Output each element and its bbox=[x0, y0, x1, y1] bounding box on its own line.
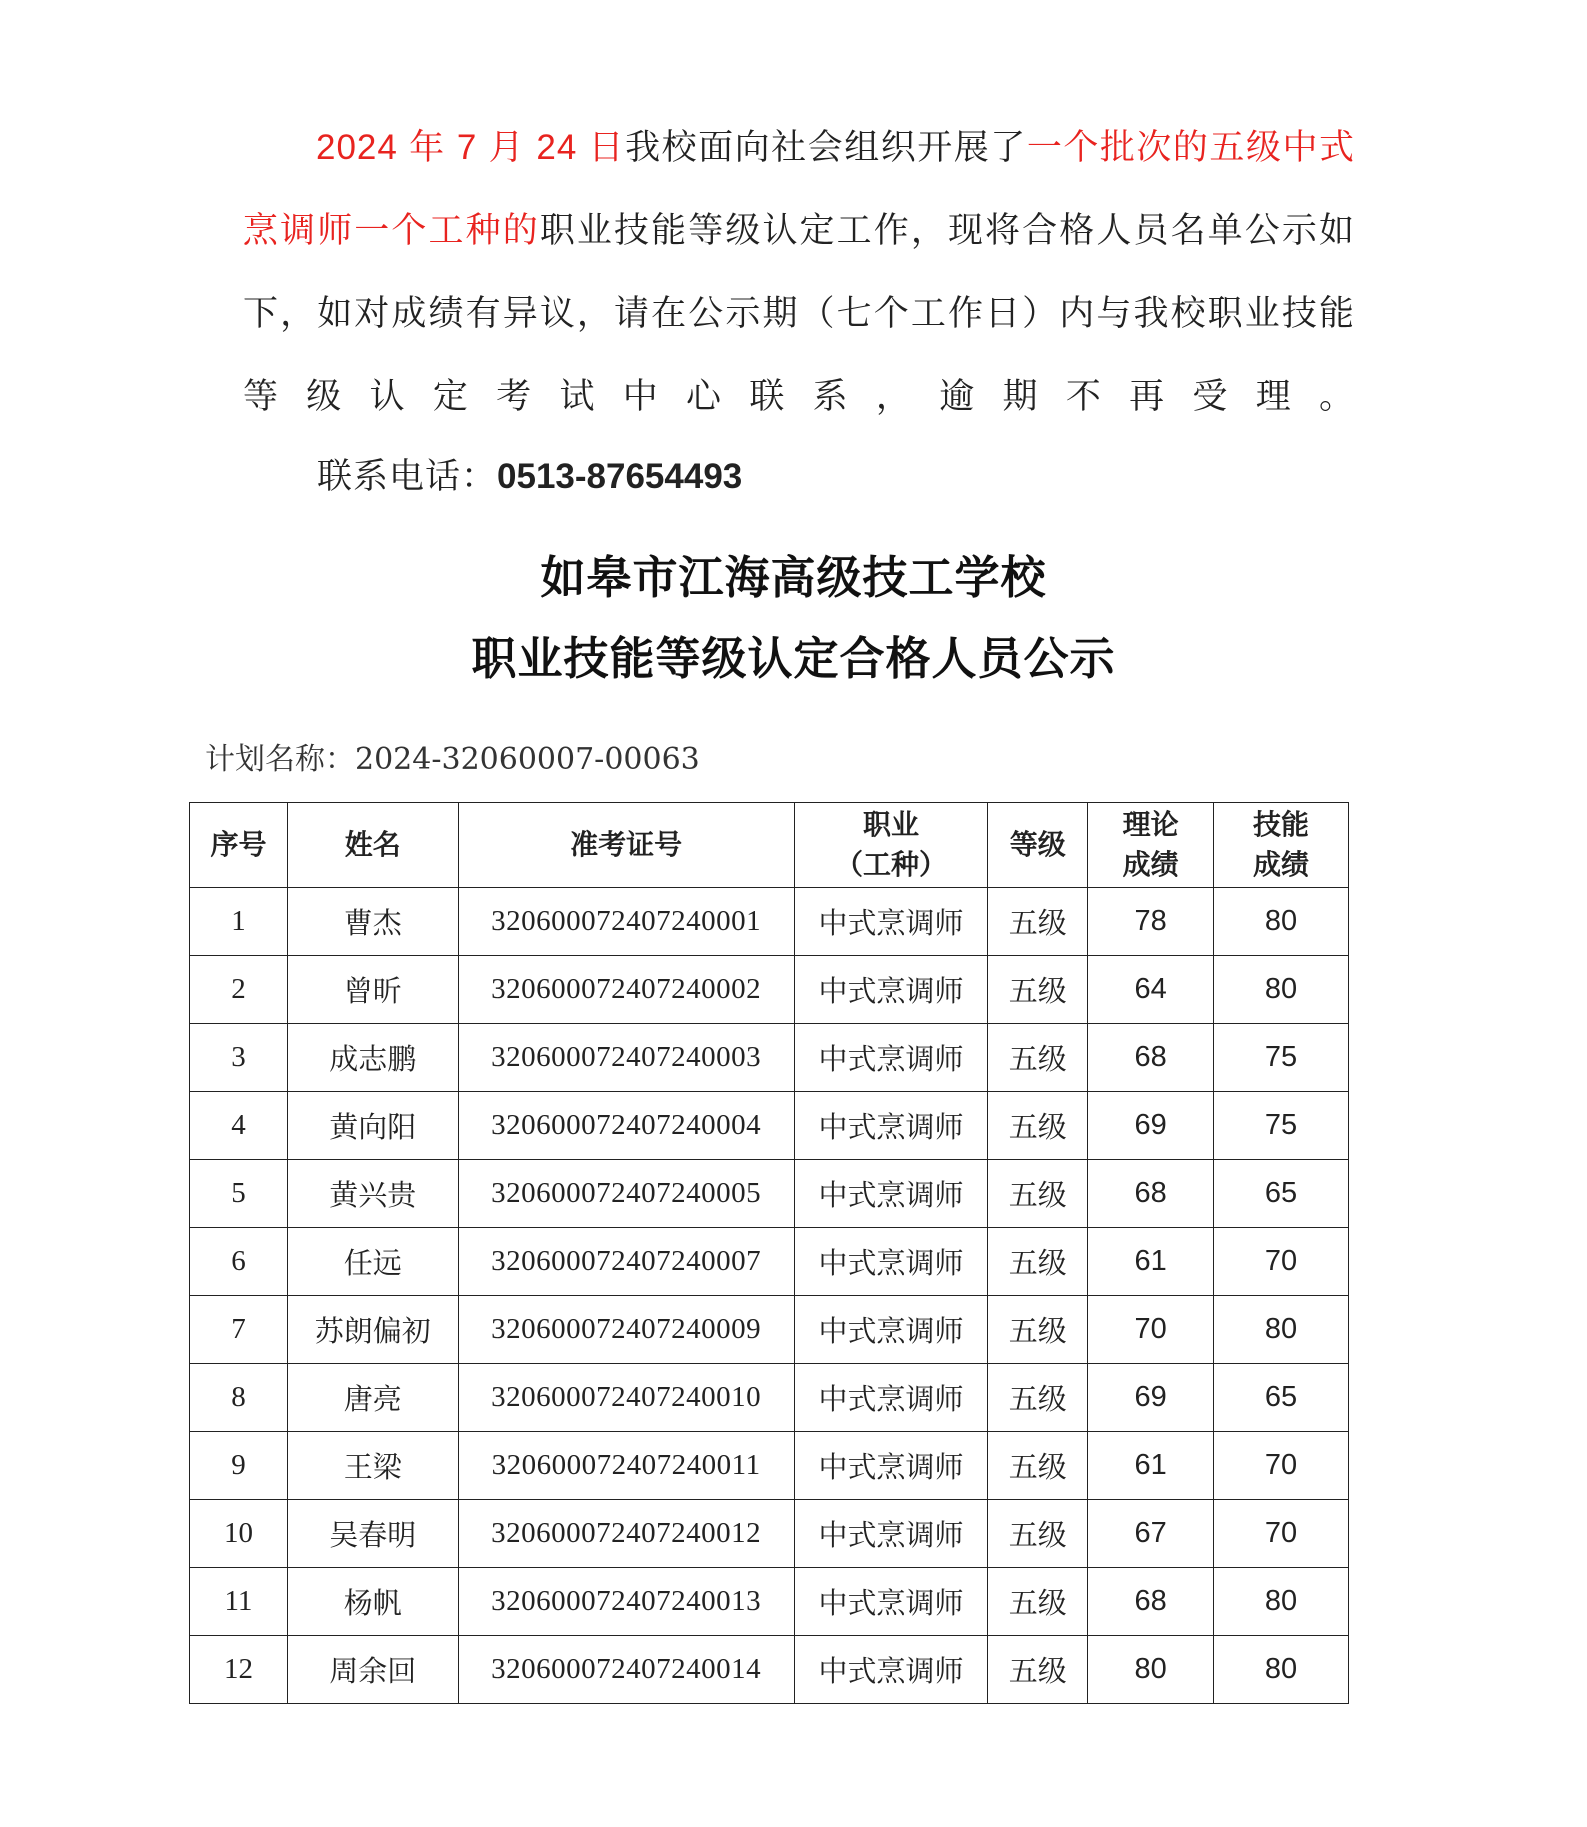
contact-phone: 0513-87654493 bbox=[497, 457, 743, 496]
cell-job: 中式烹调师 bbox=[794, 888, 988, 956]
cell-cert: 320600072407240005 bbox=[458, 1160, 794, 1228]
cell-cert: 320600072407240003 bbox=[458, 1024, 794, 1092]
cell-theory: 68 bbox=[1088, 1024, 1214, 1092]
cell-theory: 67 bbox=[1088, 1500, 1214, 1568]
table-row bbox=[190, 1364, 1349, 1432]
cell-skill: 75 bbox=[1214, 1092, 1349, 1160]
cell-level: 五级 bbox=[988, 1636, 1088, 1704]
cell-theory: 80 bbox=[1088, 1636, 1214, 1704]
cell-skill: 70 bbox=[1214, 1228, 1349, 1296]
cell-name: 黄向阳 bbox=[287, 1092, 458, 1160]
cell-level: 五级 bbox=[988, 1024, 1088, 1092]
cell-skill: 70 bbox=[1214, 1432, 1349, 1500]
cell-skill: 80 bbox=[1214, 1296, 1349, 1364]
cell-name: 曾昕 bbox=[287, 956, 458, 1024]
cell-theory: 69 bbox=[1088, 1092, 1214, 1160]
table-row bbox=[190, 1092, 1349, 1160]
cell-skill: 65 bbox=[1214, 1364, 1349, 1432]
cell-index: 2 bbox=[190, 956, 288, 1024]
cell-name: 曹杰 bbox=[287, 888, 458, 956]
plan-label: 计划名称： bbox=[205, 742, 355, 777]
cell-theory: 69 bbox=[1088, 1364, 1214, 1432]
notice-batch: 一个批次的五级中式烹调师一个工种的 bbox=[243, 128, 1355, 251]
cell-skill: 65 bbox=[1214, 1160, 1349, 1228]
header-skill-line1: 技能 bbox=[1253, 808, 1310, 841]
header-cert: 准考证号 bbox=[458, 803, 794, 888]
cell-theory: 64 bbox=[1088, 956, 1214, 1024]
plan-line bbox=[205, 738, 700, 782]
cell-level: 五级 bbox=[988, 1364, 1088, 1432]
contact-label: 联系电话： bbox=[317, 457, 498, 497]
cell-job: 中式烹调师 bbox=[794, 1364, 988, 1432]
cell-index: 10 bbox=[190, 1500, 288, 1568]
header-theory bbox=[1088, 803, 1214, 888]
cell-theory: 61 bbox=[1088, 1432, 1214, 1500]
table-row bbox=[190, 1500, 1349, 1568]
table-body bbox=[190, 888, 1349, 1704]
contact-line bbox=[317, 452, 742, 502]
cell-level: 五级 bbox=[988, 1160, 1088, 1228]
cell-level: 五级 bbox=[988, 888, 1088, 956]
header-level: 等级 bbox=[988, 803, 1088, 888]
table-row bbox=[190, 1228, 1349, 1296]
cell-index: 4 bbox=[190, 1092, 288, 1160]
table-row bbox=[190, 1636, 1349, 1704]
cell-cert: 320600072407240009 bbox=[458, 1296, 794, 1364]
cell-index: 7 bbox=[190, 1296, 288, 1364]
cell-job: 中式烹调师 bbox=[794, 1024, 988, 1092]
table-row bbox=[190, 956, 1349, 1024]
cell-cert: 320600072407240004 bbox=[458, 1092, 794, 1160]
cell-level: 五级 bbox=[988, 1568, 1088, 1636]
table-row bbox=[190, 1568, 1349, 1636]
cell-level: 五级 bbox=[988, 1296, 1088, 1364]
cell-cert: 320600072407240001 bbox=[458, 888, 794, 956]
table-header-row bbox=[190, 803, 1349, 888]
plan-value: 2024-32060007-00063 bbox=[355, 742, 700, 777]
notice-date: 2024 年 7 月 24 日 bbox=[316, 128, 626, 167]
cell-skill: 80 bbox=[1214, 1568, 1349, 1636]
cell-name: 王梁 bbox=[287, 1432, 458, 1500]
cell-job: 中式烹调师 bbox=[794, 1636, 988, 1704]
cell-cert: 320600072407240002 bbox=[458, 956, 794, 1024]
cell-skill: 80 bbox=[1214, 1636, 1349, 1704]
school-title: 如皋市江海高级技工学校 bbox=[540, 551, 1047, 604]
cell-cert: 320600072407240012 bbox=[458, 1500, 794, 1568]
cell-theory: 61 bbox=[1088, 1228, 1214, 1296]
cell-job: 中式烹调师 bbox=[794, 1500, 988, 1568]
notice-text-1: 我校面向社会组织开展了 bbox=[625, 128, 1027, 168]
table-row bbox=[190, 888, 1349, 956]
table-row bbox=[190, 1432, 1349, 1500]
cell-index: 3 bbox=[190, 1024, 288, 1092]
cell-level: 五级 bbox=[988, 956, 1088, 1024]
notice-paragraph bbox=[243, 106, 1355, 439]
cell-index: 11 bbox=[190, 1568, 288, 1636]
header-job-line1: 职业 bbox=[862, 808, 919, 841]
cell-job: 中式烹调师 bbox=[794, 956, 988, 1024]
cell-skill: 80 bbox=[1214, 956, 1349, 1024]
cell-cert: 320600072407240014 bbox=[458, 1636, 794, 1704]
notice-text-2: 职业技能等级认定工作，现将合格人员名单公示如下，如对成绩有异议，请在公示期（七个工作日）内与我校职业技能等级认定考试中心联系，逾期不再受理。 bbox=[243, 211, 1355, 417]
cell-name: 杨帆 bbox=[287, 1568, 458, 1636]
table-row bbox=[190, 1024, 1349, 1092]
cell-index: 8 bbox=[190, 1364, 288, 1432]
header-theory-line2: 成绩 bbox=[1122, 848, 1179, 881]
roster-table bbox=[189, 802, 1349, 1704]
header-index: 序号 bbox=[190, 803, 288, 888]
cell-level: 五级 bbox=[988, 1092, 1088, 1160]
cell-name: 黄兴贵 bbox=[287, 1160, 458, 1228]
cell-name: 周余回 bbox=[287, 1636, 458, 1704]
table-row bbox=[190, 1296, 1349, 1364]
cell-cert: 320600072407240013 bbox=[458, 1568, 794, 1636]
cell-skill: 70 bbox=[1214, 1500, 1349, 1568]
cell-cert: 320600072407240011 bbox=[458, 1432, 794, 1500]
table-row bbox=[190, 1160, 1349, 1228]
cell-index: 1 bbox=[190, 888, 288, 956]
cell-job: 中式烹调师 bbox=[794, 1160, 988, 1228]
cell-name: 任远 bbox=[287, 1228, 458, 1296]
cell-index: 9 bbox=[190, 1432, 288, 1500]
cell-job: 中式烹调师 bbox=[794, 1092, 988, 1160]
header-theory-line1: 理论 bbox=[1122, 808, 1179, 841]
cell-skill: 80 bbox=[1214, 888, 1349, 956]
cell-theory: 68 bbox=[1088, 1568, 1214, 1636]
header-skill-line2: 成绩 bbox=[1253, 848, 1310, 881]
cell-cert: 320600072407240010 bbox=[458, 1364, 794, 1432]
cell-level: 五级 bbox=[988, 1228, 1088, 1296]
cell-skill: 75 bbox=[1214, 1024, 1349, 1092]
header-skill bbox=[1214, 803, 1349, 888]
cell-job: 中式烹调师 bbox=[794, 1568, 988, 1636]
cell-theory: 68 bbox=[1088, 1160, 1214, 1228]
cell-job: 中式烹调师 bbox=[794, 1296, 988, 1364]
cell-index: 5 bbox=[190, 1160, 288, 1228]
cell-name: 成志鹏 bbox=[287, 1024, 458, 1092]
header-job bbox=[794, 803, 988, 888]
cell-theory: 70 bbox=[1088, 1296, 1214, 1364]
header-name: 姓名 bbox=[287, 803, 458, 888]
cell-theory: 78 bbox=[1088, 888, 1214, 956]
cell-index: 6 bbox=[190, 1228, 288, 1296]
cell-cert: 320600072407240007 bbox=[458, 1228, 794, 1296]
cell-name: 吴春明 bbox=[287, 1500, 458, 1568]
page-title: 职业技能等级认定合格人员公示 bbox=[471, 632, 1116, 685]
cell-name: 苏朗偏初 bbox=[287, 1296, 458, 1364]
header-job-line2: （工种） bbox=[834, 848, 947, 881]
cell-job: 中式烹调师 bbox=[794, 1432, 988, 1500]
cell-index: 12 bbox=[190, 1636, 288, 1704]
cell-name: 唐亮 bbox=[287, 1364, 458, 1432]
cell-level: 五级 bbox=[988, 1432, 1088, 1500]
cell-job: 中式烹调师 bbox=[794, 1228, 988, 1296]
cell-level: 五级 bbox=[988, 1500, 1088, 1568]
